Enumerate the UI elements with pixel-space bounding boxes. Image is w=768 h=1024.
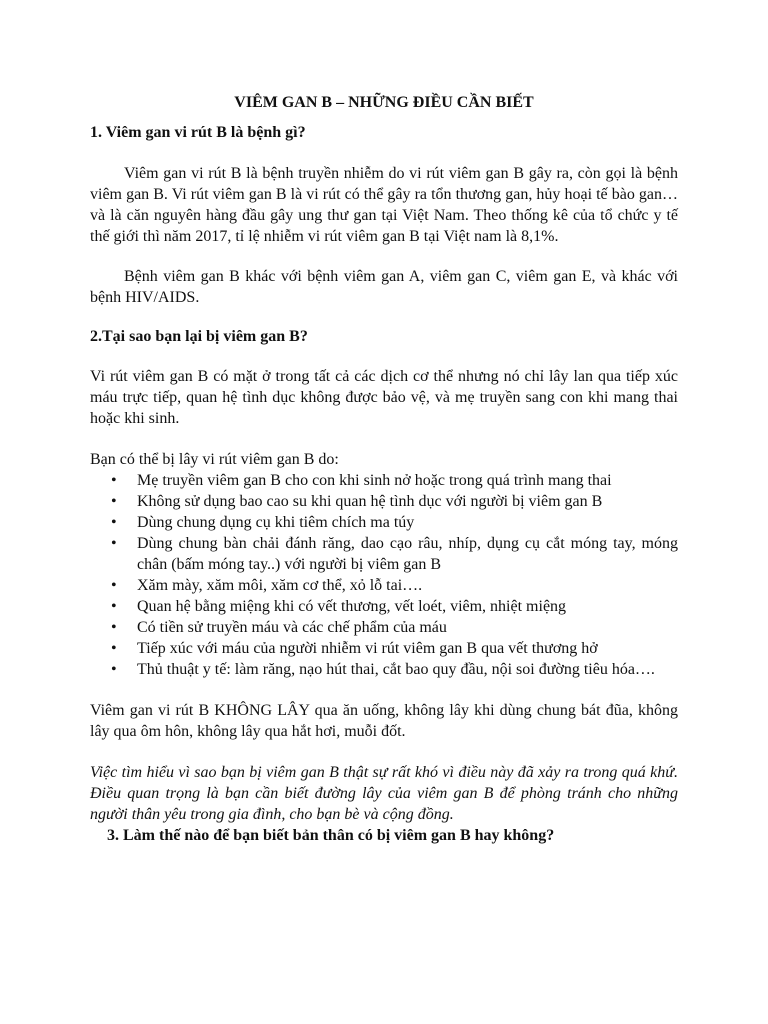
section-2-paragraph-1: Vi rút viêm gan B có mặt ở trong tất cả các dịch cơ thể nhưng nó chỉ lây lan qua tiếp xúc máu trực tiếp, quan hệ tình dục không được bảo vệ, và mẹ truyền sang con khi mang thai hoặc khi sinh. (90, 368, 678, 427)
section-3-heading: 3. Làm thế nào để bạn biết bản thân có bị viêm gan B hay không? (107, 827, 555, 844)
list-item: • Tiếp xúc với máu của người nhiễm vi rút viêm gan B qua vết thương hở (111, 640, 598, 657)
list-item: • Dùng chung bàn chải đánh răng, dao cạo râu, nhíp, dụng cụ cắt móng tay, móng chân (bấm móng tay..) với người bị viêm gan B (111, 535, 678, 573)
bullet-icon: • (111, 619, 117, 636)
bullet-icon: • (111, 598, 117, 615)
bullet-icon: • (111, 472, 117, 489)
list-item: • Dùng chung dụng cụ khi tiêm chích ma túy (111, 514, 415, 531)
transmission-list (90, 470, 678, 680)
bullet-icon: • (111, 640, 117, 657)
section-1-heading: 1. Viêm gan vi rút B là bệnh gì? (90, 124, 306, 141)
section-1-paragraph-2: Bệnh viêm gan B khác với bệnh viêm gan A, viêm gan C, viêm gan E, và khác với bệnh HIV/AIDS. (90, 268, 678, 306)
bullet-icon: • (111, 514, 117, 531)
section-2-paragraph-4: Việc tìm hiểu vì sao bạn bị viêm gan B thật sự rất khó vì điều này đã xảy ra trong quá khứ. Điều quan trọng là bạn cần biết đường lây của viêm gan B để phòng tránh cho những người thân yêu trong gia đình, cho bạn bè và cộng đồng. (90, 764, 678, 823)
list-item: • Thủ thuật y tế: làm răng, nạo hút thai, cắt bao quy đầu, nội soi đường tiêu hóa…. (111, 661, 655, 678)
list-item: • Mẹ truyền viêm gan B cho con khi sinh nở hoặc trong quá trình mang thai (111, 472, 612, 489)
bullet-icon: • (111, 661, 117, 678)
section-2-paragraph-2: Bạn có thể bị lây vi rút viêm gan B do: (90, 451, 339, 468)
document-page (90, 92, 678, 846)
bullet-icon: • (111, 493, 117, 510)
list-item: • Có tiền sử truyền máu và các chế phẩm của máu (111, 619, 447, 636)
section-2-paragraph-3: Viêm gan vi rút B KHÔNG LÂY qua ăn uống, không lây khi dùng chung bát đũa, không lây qua ôm hôn, không lây qua hắt hơi, muỗi đốt. (90, 702, 678, 740)
list-item: • Không sử dụng bao cao su khi quan hệ tình dục với người bị viêm gan B (111, 493, 603, 510)
list-item: • Xăm mày, xăm môi, xăm cơ thể, xỏ lỗ tai…. (111, 577, 423, 594)
list-item: • Quan hệ bằng miệng khi có vết thương, vết loét, viêm, nhiệt miệng (111, 598, 567, 615)
bullet-icon: • (111, 577, 117, 594)
section-1-paragraph-1: Viêm gan vi rút B là bệnh truyền nhiễm do vi rút viêm gan B gây ra, còn gọi là bệnh viêm gan B. Vi rút viêm gan B là vi rút có thể gây ra tổn thương gan, hủy hoại tế bào gan… và là căn nguyên hàng đầu gây ung thư gan tại Việt Nam. Theo thống kê của tổ chức y tế thế giới thì năm 2017, tỉ lệ nhiễm vi rút viêm gan B tại Việt nam là 8,1%. (90, 165, 678, 245)
document-title: VIÊM GAN B – NHỮNG ĐIỀU CẦN BIẾT (234, 94, 534, 111)
bullet-icon: • (111, 535, 117, 552)
section-2-heading: 2.Tại sao bạn lại bị viêm gan B? (90, 328, 308, 345)
